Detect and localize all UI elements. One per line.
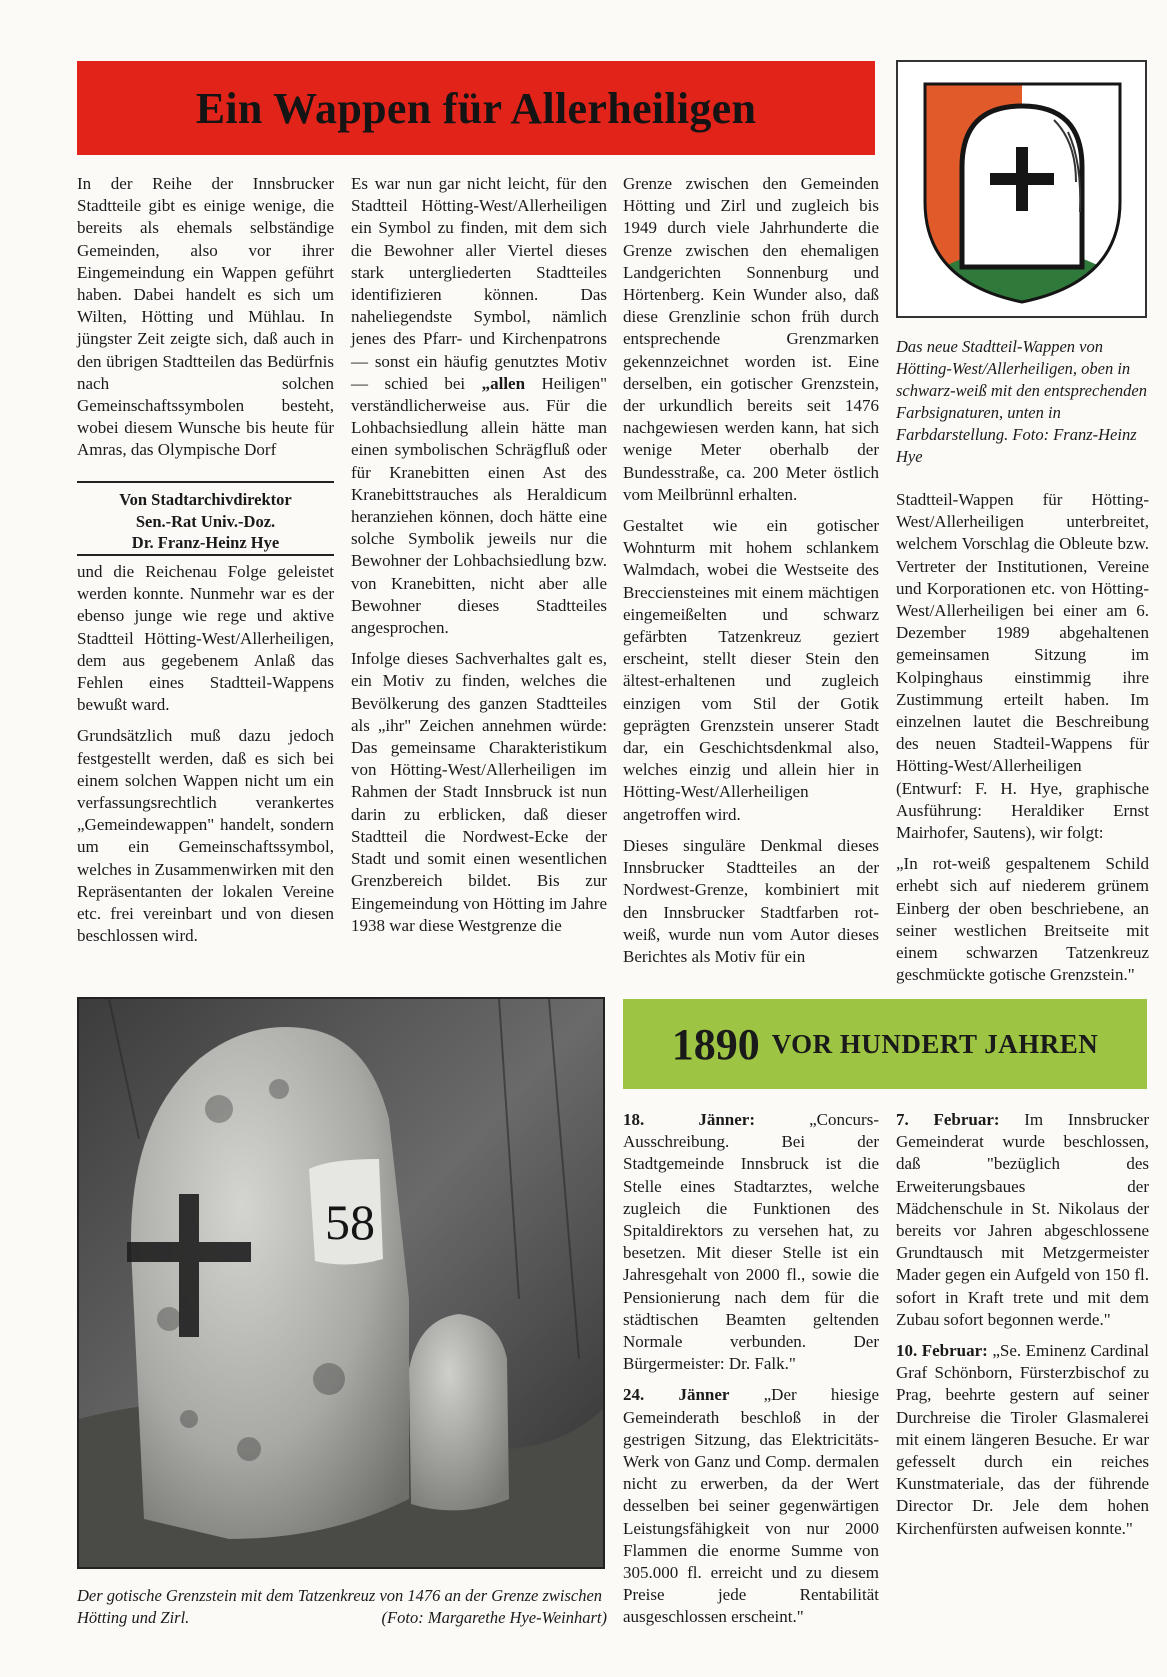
paragraph: Grenze zwischen den Gemeinden Hötting und Zirl und zugleich bis 1949 durch viele Jahrhunderte die Grenze zwischen den ehemaligen Landgerichten Sonnenburg und Hörtenberg. Kein Wunder also, daß diese Grenzlinie schon früh durch entsprechende Grenzmarken gekennzeichnet worden ist. Eine derselben, ein gotischer Grenzstein, der urkundlich bereits seit 1476 nachgewiesen werden kann, hat sich wenige Meter oberhalb der Bundesstraße, ca. 200 Meter östlich vom Meilbrünnl erhalten.	[623, 174, 879, 504]
coat-of-arms-icon	[898, 62, 1145, 316]
column-3	[623, 173, 879, 968]
paragraph: Infolge dieses Sachverhaltes galt es, ein Motiv zu finden, welches die Bevölkerung des ganzen Stadtteiles als „ihr" Zeichen annehmen würde: Das gemeinsame Charakteristikum von Hötting-West/Allerheiligen im Rahmen der Stadt Innsbruck ist nun darin zu erblicken, daß dieser Stadtteil die Nordwest-Ecke der Stadt und somit einen wesentlichen Grenzbereich bildet. Bis zur Eingemeindung von Hötting im Jahre 1938 war diese Westgrenze die	[351, 649, 607, 935]
photo-caption-text: Der gotische Grenzstein mit dem Tatzenkreuz von 1476 an der Grenze zwischen Hötting und Zirl.	[77, 1586, 603, 1627]
large-stone-shape	[131, 1027, 409, 1539]
history-entry	[623, 1109, 879, 1375]
history-entry	[896, 1109, 1149, 1331]
entry-date: 24. Jänner	[623, 1385, 730, 1405]
history-column-1	[623, 1109, 879, 1638]
paragraph: Es war nun gar nicht leicht, für den Stadtteil Hötting-West/Allerheiligen ein Symbol zu finden, mit dem sich die Bewohner aller Viertel dieses stark untergliederten Stadtteiles identifizieren können. Das naheliegendste Symbol, nämlich jenes des Pfarr- und Kirchenpatrons — sonst ein häufig genutztes Motiv — schied bei „allen Heiligen" verständlicherweise aus. Für die Lohbachsiedlung allein hätte man einen symbolischen Schrägfluß oder für Kranebitten einen Ast des Kranebittstrauches als Heraldicum heranziehen können, doch hätte eine solche Symbolik jeweils nur die Bewohner der Lohbachsiedlung bzw. von Kranebitten, nicht aber alle Bewohner dieses Stadtteiles angesprochen.	[351, 174, 608, 638]
author-box	[77, 481, 334, 556]
history-entry	[896, 1340, 1149, 1540]
article-title: Ein Wappen für Allerheiligen	[195, 83, 757, 133]
paragraph: „In rot-weiß gespaltenem Schild erhebt sich auf niederem grünem Einberg der oben beschriebene, an seiner westlichen Breitseite mit einem schwarzen Tatzenkreuz geschmückte gotische Grenzstein."	[896, 854, 1149, 985]
column-1-top	[77, 173, 334, 462]
boundary-stone-photo	[77, 997, 605, 1569]
paragraph: Dieses singuläre Denkmal dieses Innsbrucker Stadtteiles an der Nordwest-Grenze, kombiniert mit den Innsbrucker Stadtfarben rot-weiß, wurde nun vom Autor dieses Berichtes als Motiv für ein	[623, 835, 879, 966]
author-line: Sen.-Rat Univ.-Doz.	[135, 511, 276, 531]
entry-text: „Se. Eminenz Cardinal Graf Schönborn, Fürsterzbischof zu Prag, beehrte gestern auf seiner Durchreise die Tiroler Glasmalerei mit einem längeren Besuche. Er war gefesselt durch ein reiches Kunstmateriale, das der führende Director Dr. Jele dem hohen Kirchenfürsten aufweisen konnte."	[896, 1341, 1150, 1538]
paragraph: Gestaltet wie ein gotischer Wohnturm mit hohem schlankem Walmdach, wobei die Westseite des Brecciensteines mit einem mächtigen eingemeißelten und schwarz gefärbten Tatzenkreuz geziert erscheint, stellt dieser Stein den ältest-erhaltenen und zugleich einzigen vom Stil der Gotik geprägten Grenzstein unserer Stadt dar, ein Geschichtsdenkmal also, welches einzig und allein hier in Hötting-West/Allerheiligen angetroffen wird.	[623, 516, 879, 824]
entry-date: 7. Februar:	[896, 1110, 1000, 1129]
headline-banner	[77, 61, 875, 155]
author-line: Dr. Franz-Heinz Hye	[131, 533, 280, 552]
history-column-2	[896, 1109, 1149, 1549]
boundary-stone-photo-icon	[79, 999, 603, 1567]
entry-text: „Concurs-Ausschreibung. Bei der Stadtgemeinde Innsbruck ist die Stelle eines Stadtarztes, welche zugleich die Funktionen des Spitaldirektors zu versehen hat, zu besetzen. Mit dieser Stelle ist ein Jahresgehalt von 2000 fl., sowie die Pensionierung nach dem für die städtischen Beamten geltenden Normale verbunden. Der Bürgermeister: Dr. Falk."	[623, 1110, 879, 1374]
column-2	[351, 173, 607, 937]
small-stone-shape	[409, 1314, 509, 1510]
column-4	[896, 489, 1149, 986]
column-1-bottom	[77, 561, 334, 947]
photo-caption	[77, 1585, 607, 1629]
photo-credit: (Foto: Margarethe Hye-Weinhart)	[381, 1608, 607, 1627]
paragraph: Grundsätzlich muß dazu jedoch festgestellt werden, daß es sich bei einem solchen Wappen nicht um ein verfassungsrechtlich verankertes „Gemeindewappen" handelt, sondern um ein Gemeinschaftssymbol, welches in Zusammenwirken mit den Repräsentanten der lokalen Vereine etc. frei vereinbart und von diesen beschlossen wird.	[77, 726, 334, 946]
banner-title: VOR HUNDERT JAHREN	[771, 1028, 1099, 1059]
history-banner	[623, 999, 1147, 1089]
crest-caption: Das neue Stadtteil-Wappen von Hötting-West/Allerheiligen, oben in schwarz-weiß mit den entsprechenden Farbsignaturen, unten in Farbdarstellung. Foto: Franz-Heinz Hye	[896, 337, 1147, 466]
coat-of-arms-image	[896, 60, 1147, 318]
stone-number: 58	[325, 1194, 375, 1250]
entry-date: 10. Februar:	[896, 1341, 988, 1361]
entry-text: Im Innsbrucker Gemeinderat wurde beschlossen, daß "bezüglich des Erweiterungsbaues der Mädchenschule in St. Nikolaus der bereits vor Jahren abgeschlossene Grundtausch mit Metzgermeister Mader gegen ein Aufgeld von 150 fl. sofort in Kraft trete und mit dem Zubau sofort begonnen werde."	[896, 1110, 1150, 1329]
entry-date: 18. Jänner:	[623, 1110, 756, 1129]
paragraph: Stadtteil-Wappen für Hötting-West/Allerheiligen unterbreitet, welchem Vorschlag die Obleute bzw. Vertreter der Institutionen, Vereine und Korporationen etc. von Hötting-West/Allerheiligen bei einer am 6. Dezember 1989 abgehaltenen gemeinsamen Sitzung im Kolpinghaus einstimmig ihre Zustimmung erteilt haben. Im einzelnen lautet die Beschreibung des neuen Stadteil-Wappens für Hötting-West/Allerheiligen (Entwurf: F. H. Hye, graphische Ausführung: Heraldiker Ernst Mairhofer, Sautens), wir folgt:	[896, 490, 1149, 843]
author-line: Von Stadtarchivdirektor	[119, 490, 292, 509]
paragraph: In der Reihe der Innsbrucker Stadtteile gibt es einige wenige, die bereits als ehemals selbständige Gemeinden, also vor ihrer Eingemeindung ein Wappen geführt haben. Dabei handelt es sich um Wilten, Hötting und Mühlau. In jüngster Zeit zeigte sich, daß auch in den übrigen Stadtteilen das Bedürfnis nach solchen Gemeinschaftssymbolen besteht, wobei diesem Wunsche bis heute für Amras, das Olympische Dorf	[77, 174, 334, 460]
banner-year: 1890	[671, 1019, 760, 1069]
entry-text: „Der hiesige Gemeinderath beschloß in der gestrigen Sitzung, das Elektricitäts-Werk von Ganz und Comp. dermalen nicht zu erwerben, da der Wert desselben bei seiner gegenwärtigen Leistungsfähigkeit von nur 2000 Flammen die enorme Summe von 305.000 fl. erreicht und zu diesem Preise jede Rentabilität ausgeschlossen erscheint."	[623, 1385, 879, 1627]
emphasis: „allen	[481, 373, 526, 393]
history-entry	[623, 1384, 879, 1628]
paragraph: und die Reichenau Folge geleistet werden konnte. Nunmehr war es der ebenso junge wie rege und aktive Stadtteil Hötting-West/Allerheiligen, dem aus gegebenem Anlaß das Fehlen eines Stadtteil-Wappens bewußt ward.	[77, 562, 334, 715]
